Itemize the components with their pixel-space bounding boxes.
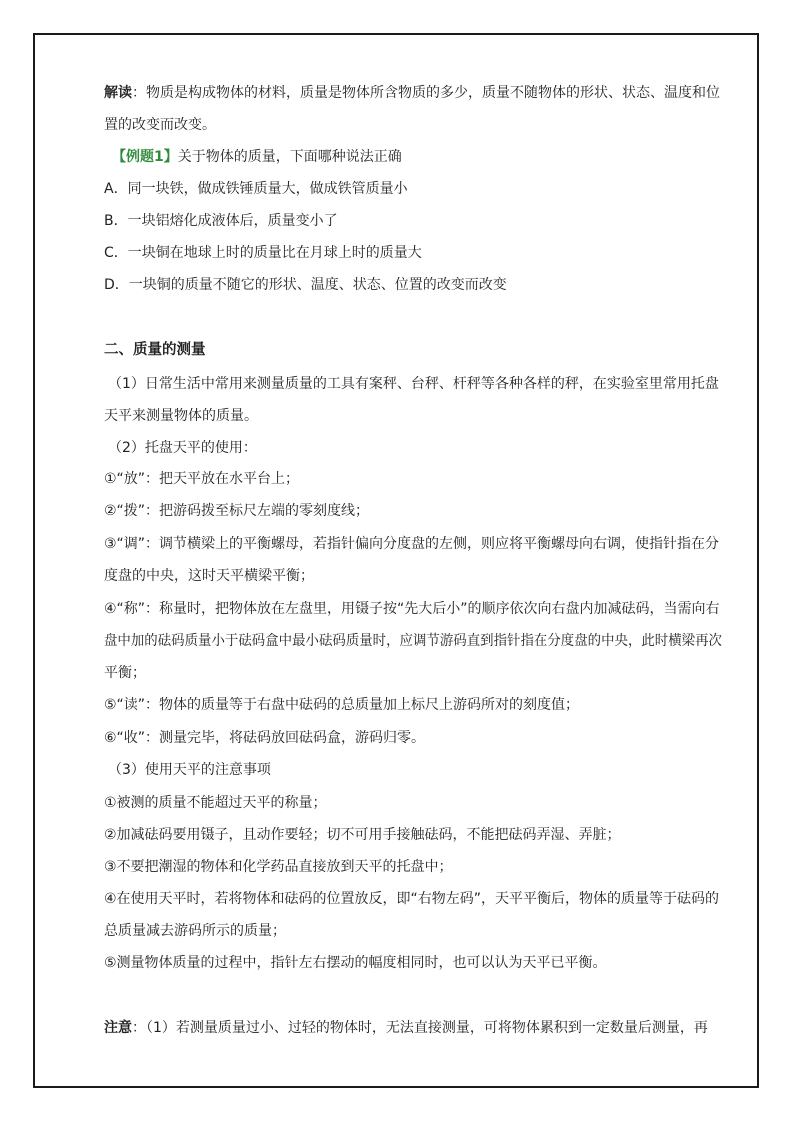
step-3-line-2: 度盘的中央，这时天平横梁平衡； (104, 568, 314, 584)
option-d: D．一块铜的质量不随它的形状、温度、状态、位置的改变而改变 (104, 277, 507, 293)
option-c: C．一块铜在地球上时的质量比在月球上时的质量大 (104, 245, 422, 261)
paragraph-3-title: （3）使用天平的注意事项 (108, 762, 271, 778)
note-4-line-2: 总质量减去游码所示的质量； (104, 923, 286, 939)
step-1: ①“放”：把天平放在水平台上； (104, 471, 300, 487)
step-2: ②“拨”：把游码拨至标尺左端的零刻度线； (104, 503, 370, 519)
step-4-line-2: 盘中加的砝码质量小于砝码盒中最小砝码质量时，应调节游码直到指针指在分度盘的中央，此时横梁再次 (104, 633, 722, 649)
step-4-line-1: ④“称”：称量时，把物体放在左盘里，用镊子按“先大后小”的顺序依次向右盘内加减砝码，当需向右 (104, 601, 720, 617)
note-4-line-1: ④在使用天平时，若将物体和砝码的位置放反，即“右物左码”，天平平衡后，物体的质量等于砝码的 (104, 891, 720, 907)
paragraph-2-title: （2）托盘天平的使用： (108, 440, 257, 456)
intro-label: 解读 (104, 85, 132, 101)
option-b: B．一块铝熔化成液体后，质量变小了 (104, 213, 338, 229)
note-3: ③不要把潮湿的物体和化学药品直接放到天平的托盘中； (104, 859, 453, 875)
paragraph-1-line-1: （1）日常生活中常用来测量质量的工具有案秤、台秤、杆秤等各种各样的秤，在实验室里常用托盘 (108, 376, 719, 392)
attention-text: ：（1）若测量质量过小、过轻的物体时，无法直接测量，可将物体累积到一定数量后测量，再 (132, 1020, 708, 1036)
attention-label: 注意 (104, 1020, 132, 1036)
note-5: ⑤测量物体质量的过程中，指针左右摆动的幅度相同时，也可以认为天平已平衡。 (104, 955, 607, 971)
note-1: ①被测的质量不能超过天平的称量； (104, 795, 327, 811)
attention-line (104, 1018, 708, 1038)
step-3-line-1: ③“调”：调节横梁上的平衡螺母，若指针偏向分度盘的左侧，则应将平衡螺母向右调，使指针指在分 (104, 536, 720, 552)
intro-text-1: ：物质是构成物体的材料，质量是物体所含物质的多少，质量不随物体的形状、状态、温度和位 (132, 85, 720, 101)
step-4-line-3: 平衡； (104, 665, 146, 681)
paragraph-1-line-2: 天平来测量物体的质量。 (104, 408, 258, 424)
option-a: A．同一块铁，做成铁锤质量大，做成铁管质量小 (104, 181, 408, 197)
section-heading: 二、质量的测量 (104, 342, 206, 358)
note-2: ②加减砝码要用镊子，且动作要轻；切不可用手接触砝码，不能把砝码弄湿、弄脏； (104, 827, 621, 843)
intro-line-1 (104, 83, 720, 103)
step-5: ⑤“读”：物体的质量等于右盘中砝码的总质量加上标尺上游码所对的刻度值； (104, 697, 580, 713)
example-tag: 【例题1】 (112, 149, 178, 165)
intro-line-2: 置的改变而改变。 (104, 117, 216, 133)
step-6: ⑥“收”：测量完毕，将砝码放回砝码盒，游码归零。 (104, 730, 426, 746)
example-question-line (112, 147, 402, 167)
example-question: 关于物体的质量，下面哪种说法正确 (177, 149, 402, 165)
